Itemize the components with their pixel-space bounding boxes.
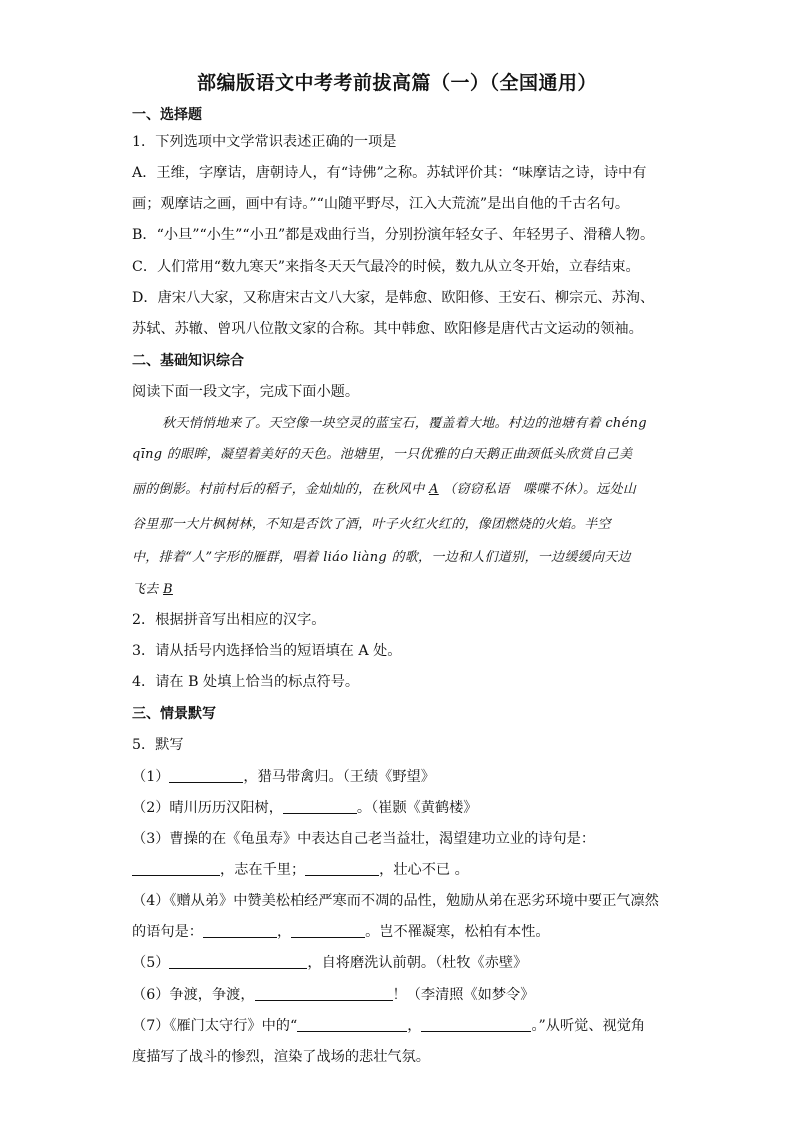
q5-item-6-source: ！（李清照《如梦令》 [392, 987, 535, 1003]
passage-line-3 [132, 478, 636, 497]
q5-item-4-comma: ， [276, 924, 292, 940]
q5-item-5-text: ，自将磨洗认前朝。（杜牧《赤壁》 [307, 955, 528, 971]
q5-item-4-text-b: 。岂不罹凝寒，松柏有本性。 [365, 924, 550, 940]
q5-item-6-text: （6）争渡，争渡， [132, 987, 255, 1003]
q5-item-7-comma: ， [407, 1018, 422, 1034]
passage-line-6 [132, 578, 173, 597]
q5-stem: 5．默写 [132, 737, 184, 753]
q5-item-7-text-b: 。”从听觉、视觉角 [531, 1018, 646, 1034]
q5-item-3: （3）曹操的在《龟虽寿》中表达自己老当益壮，渴望建功立业的诗句是： [132, 831, 596, 847]
section-heading-basics: 二、基础知识综合 [132, 353, 244, 369]
q5-item-5-number: （5） [132, 955, 170, 971]
q5-item-7-continued: 度描写了战斗的惨烈，渲染了战场的悲壮气氛。 [132, 1049, 430, 1065]
passage-line-2: qīng 的眼眸，凝望着美好的天色。池塘里，一只优雅的白天鹅正曲颈低头欣赏自己美 [132, 447, 633, 462]
q5-item-3-text-b: ，壮心不已 。 [379, 862, 469, 878]
q1-option-d-line2: 苏轼、苏辙、曾巩八位散文家的合称。其中韩愈、欧阳修是唐代古文运动的领袖。 [132, 321, 643, 337]
q5-item-4-blanks [132, 921, 550, 941]
answer-blank[interactable] [132, 861, 220, 876]
q3-stem: 3．请从括号内选择恰当的短语填在 A 处。 [132, 643, 402, 659]
answer-blank[interactable] [255, 986, 393, 1001]
q5-item-1-number: （1） [132, 769, 170, 785]
q5-item-6 [132, 984, 534, 1004]
q4-stem: 4．请在 B 处填上恰当的标点符号。 [132, 674, 360, 690]
q5-item-7 [132, 1015, 645, 1035]
section-heading-recitation: 三、情景默写 [132, 706, 216, 722]
q5-item-3-blanks [132, 859, 469, 879]
q5-item-3-text-a: ，志在千里； [220, 862, 306, 878]
reading-intro: 阅读下面一段文字，完成下面小题。 [132, 384, 360, 400]
answer-blank[interactable] [283, 799, 357, 814]
answer-blank[interactable] [297, 1017, 407, 1032]
answer-blank[interactable] [169, 954, 307, 969]
q5-item-4-text-a: 的语句是： [132, 924, 203, 940]
q5-item-1-text: ，猎马带禽归。（王绩《野望》 [243, 769, 435, 785]
page-title: 部编版语文中考考前拔高篇（一）（全国通用） [196, 72, 597, 94]
q1-option-a-line1: A．王维，字摩诘，唐朝诗人，有“诗佛”之称。苏轼评价其：“味摩诘之诗，诗中有 [132, 165, 647, 181]
q5-item-4: （4）《赠从弟》中赞美松柏经严寒而不凋的品性，勉励从弟在恶劣环境中要正气凛然 [132, 893, 659, 909]
q5-item-7-text-a: （7）《雁门太守行》中的“ [132, 1018, 298, 1034]
answer-blank[interactable] [421, 1017, 531, 1032]
blank-marker-b: B [163, 582, 173, 597]
q5-item-1 [132, 766, 435, 786]
q1-stem: 1．下列选项中文学常识表述正确的一项是 [132, 134, 397, 150]
q1-option-c: C．人们常用“数九寒天”来指冬天天气最冷的时候，数九从立冬开始，立春结束。 [132, 259, 640, 275]
q5-item-2-source: 。（崔颢《黄鹤楼》 [356, 800, 478, 816]
q5-item-2-text: （2）晴川历历汉阳树， [132, 800, 283, 816]
answer-blank[interactable] [169, 768, 243, 783]
q1-option-d-line1: D．唐宋八大家，又称唐宋古文八大家，是韩愈、欧阳修、王安石、柳宗元、苏洵、 [132, 290, 655, 306]
q5-item-2 [132, 797, 478, 817]
passage-line-5: 中，排着“人”字形的雁群，唱着 liáo liàng 的歌，一边和人们道别，一边缓缓向天边 [132, 550, 631, 565]
blank-marker-a: A [429, 482, 439, 497]
section-heading-choice: 一、选择题 [132, 107, 202, 123]
passage-line-4: 谷里那一大片枫树林，不知是否饮了酒，叶子火红火红的，像团燃烧的火焰。半空 [132, 517, 611, 532]
answer-blank[interactable] [305, 861, 379, 876]
passage-line-3-options: （窃窃私语 喋喋不休）。远处山 [443, 482, 637, 497]
q5-item-5 [132, 952, 527, 972]
passage-line-6-text: 飞去 [132, 582, 159, 597]
passage-line-3-text: 丽的倒影。村前村后的稻子，金灿灿的，在秋风中 [132, 482, 425, 497]
answer-blank[interactable] [291, 923, 365, 938]
passage-line-1: 秋天悄悄地来了。天空像一块空灵的蓝宝石，覆盖着大地。村边的池塘有着 chéng [162, 416, 647, 431]
q2-stem: 2．根据拼音写出相应的汉字。 [132, 612, 326, 628]
answer-blank[interactable] [203, 923, 277, 938]
q1-option-a-line2: 画；观摩诘之画，画中有诗。”“山随平野尽，江入大荒流”是出自他的千古名句。 [132, 196, 630, 212]
q1-option-b: B．“小旦”“小生”“小丑”都是戏曲行当，分别扮演年轻女子、年轻男子、滑稽人物。 [132, 227, 655, 243]
